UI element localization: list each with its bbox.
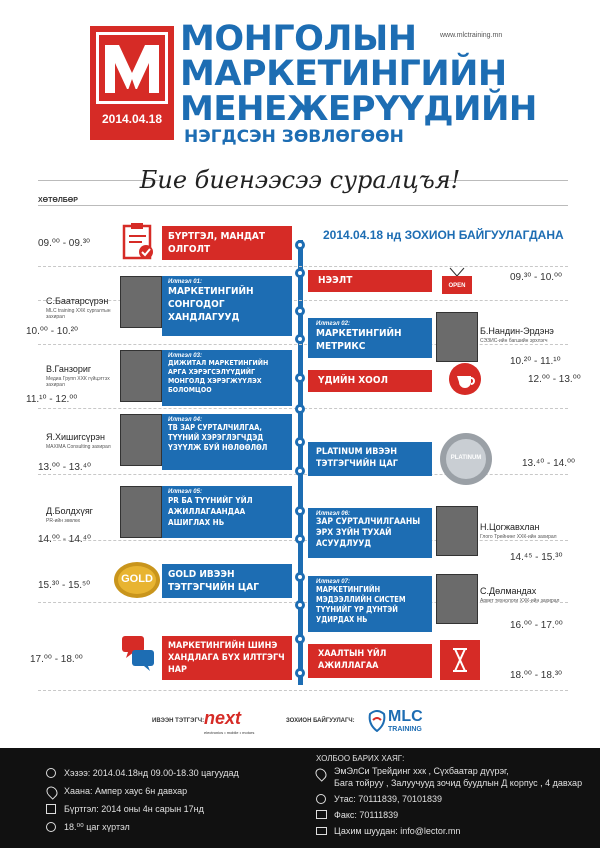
- row-separator: [38, 266, 568, 268]
- speaker-photo: [436, 574, 478, 624]
- speaker-name: Я.Хишигсүрэн: [46, 432, 105, 442]
- schedule-time: 10.⁰⁰ - 10.²⁰: [26, 326, 79, 337]
- email-icon: [316, 827, 327, 835]
- talk-label: Илтгэл 06:: [316, 511, 350, 517]
- timeline-node: [295, 268, 305, 278]
- timeline-node: [295, 306, 305, 316]
- schedule-time: 14.⁴⁵ - 15.³⁰: [510, 552, 563, 563]
- timeline-node: [295, 334, 305, 344]
- email-address[interactable]: Цахим шуудан: info@lector.mn: [334, 826, 461, 836]
- location-pin-icon: [313, 766, 329, 782]
- session-title: ҮДИЙН ХООЛ: [318, 375, 388, 386]
- clock-icon: [46, 768, 56, 778]
- session-title: ЗАР СУРТАЛЧИЛГААНЫ ЭРХ ЗҮЙН ТУХАЙ АСУУДЛУУД: [316, 517, 421, 549]
- timeline-node: [295, 634, 305, 644]
- location-pin-icon: [44, 784, 60, 800]
- session-box-panel[interactable]: [162, 636, 292, 680]
- sponsor-tagline: electronics • mobile • motors: [204, 730, 255, 735]
- open-sign-text: OPEN: [448, 283, 466, 289]
- session-box-registration[interactable]: [162, 226, 292, 260]
- session-box-talk-01[interactable]: [162, 276, 292, 336]
- registration-deadline: 18.⁰⁰ цаг хүртэл: [64, 822, 130, 832]
- schedule-time: 10.²⁰ - 11.¹⁰: [510, 356, 561, 367]
- talk-label: Илтгэл 04:: [168, 417, 202, 423]
- schedule-time: 11.¹⁰ - 12.⁰⁰: [26, 394, 78, 405]
- speaker-name: В.Ганзориг: [46, 364, 92, 374]
- program-label: ХӨТӨЛБӨР: [38, 197, 78, 204]
- timeline-node: [295, 466, 305, 476]
- session-box-closing[interactable]: [308, 644, 432, 678]
- organized-date: 2014.04.18: [323, 228, 384, 242]
- speaker-photo: [120, 486, 162, 538]
- speaker-name: Н.Цогжавхлан: [480, 522, 540, 532]
- session-title: GOLD ИВЭЭН ТЭТГЭГЧИЙН ЦАГ: [168, 569, 259, 593]
- speaker-photo: [436, 312, 478, 362]
- schedule-time: 15.³⁰ - 15.⁵⁰: [38, 580, 91, 591]
- speaker-org: СЭЗИС-ийн багшийн эрхлэгч: [480, 338, 548, 344]
- session-box-talk-02[interactable]: [308, 318, 432, 358]
- fax-icon: [316, 810, 327, 819]
- open-sign-icon: [440, 266, 474, 298]
- event-logo: [90, 26, 174, 140]
- session-title: ДИЖИТАЛ МАРКЕТИНГИЙН АРГА ХЭРЭГСЭЛҮҮДИЙГ МОНГОЛД ХЭРЭГЖҮҮЛЭХ БОЛОМЦОО: [168, 359, 269, 394]
- session-box-platinum-sponsor[interactable]: [308, 442, 432, 476]
- session-box-opening[interactable]: [308, 270, 432, 292]
- speaker-org: MAXIMA Consulting захирал: [46, 444, 111, 450]
- logo-date: 2014.04.18: [101, 112, 163, 126]
- gold-badge-text: GOLD: [121, 573, 153, 585]
- title-line-2: МАРКЕТИНГИЙН: [180, 54, 507, 94]
- organizer-logo-training: TRAINING: [388, 726, 422, 733]
- title-line-3: МЕНЕЖЕРҮҮДИЙН: [180, 89, 537, 129]
- address-line-1: ЭмЭлСи Трейдинг ххк , Сүхбаатар дүүрэг,: [334, 766, 509, 776]
- talk-label: Илтгэл 01:: [168, 279, 202, 285]
- event-when: Хэзээ: 2014.04.18нд 09.00-18.30 цагуудад: [64, 768, 239, 778]
- calendar-icon: [46, 804, 56, 814]
- session-box-lunch[interactable]: [308, 370, 432, 392]
- session-box-talk-04[interactable]: [162, 414, 292, 470]
- timeline-node: [295, 373, 305, 383]
- session-title: БҮРТГЭЛ, МАНДАТ ОЛГОЛТ: [168, 231, 266, 255]
- session-box-talk-06[interactable]: [308, 508, 432, 558]
- schedule-time: 18.⁰⁰ - 18.³⁰: [510, 670, 563, 681]
- platinum-badge-text: PLATINUM: [450, 455, 482, 461]
- session-box-talk-07[interactable]: [308, 576, 432, 632]
- session-title: PR БА ТҮҮНИЙГ ҮЙЛ АЖИЛЛАГААНДАА АШИГЛАХ НЬ: [168, 496, 253, 527]
- platinum-badge-icon: [438, 432, 494, 486]
- sponsor-logo-next: next: [204, 708, 242, 728]
- event-where: Хаана: Ампер хаус 6н давхар: [64, 786, 188, 796]
- organizer-logo-mlc: MLC: [388, 708, 423, 725]
- schedule-time: 17.⁰⁰ - 18.⁰⁰: [30, 654, 83, 665]
- session-box-gold-sponsor[interactable]: [162, 564, 292, 598]
- session-title: МАРКЕТИНГИЙН ШИНЭ ХАНДЛАГА БҮХ ИЛТГЭГЧ НАР: [168, 641, 285, 675]
- speech-bubble-icon: [120, 632, 156, 672]
- speaker-name: С.Дөлмандах: [480, 586, 537, 596]
- title-line-1: МОНГОЛЫН: [180, 19, 417, 59]
- timeline-node: [295, 534, 305, 544]
- schedule-time: 12.⁰⁰ - 13.⁰⁰: [528, 374, 581, 385]
- contact-title: ХОЛБОО БАРИХ ХАЯГ:: [316, 754, 405, 763]
- speaker-photo: [436, 506, 478, 556]
- timeline-node: [295, 600, 305, 610]
- schedule-time: 09.⁰⁰ - 09.³⁰: [38, 238, 91, 249]
- sponsor-label: ИВЭЭН ТЭТГЭГЧ:: [152, 718, 205, 724]
- timeline-node: [295, 240, 305, 250]
- footer-contact-panel: [0, 748, 600, 848]
- session-box-talk-05[interactable]: [162, 486, 292, 538]
- website-link[interactable]: www.mlctraining.mn: [440, 32, 503, 39]
- speaker-name: Д.Болдхүяг: [46, 506, 93, 516]
- timeline-node: [295, 404, 305, 414]
- organized-date-heading: [323, 228, 564, 242]
- address-line-2: Бага тойруу , Залуучууд зочид буудлын Д корпус , 4 давхар: [334, 778, 583, 788]
- timeline-node: [295, 572, 305, 582]
- organizer-logo-mark: [368, 710, 386, 732]
- fax-number: Факс: 70111839: [334, 810, 399, 820]
- timeline-node: [295, 668, 305, 678]
- slogan: Бие биенээсээ суралцъя!: [139, 166, 461, 194]
- schedule-time: 13.⁴⁰ - 14.⁰⁰: [522, 458, 576, 469]
- schedule-time: 09.³⁰ - 10.⁰⁰: [510, 272, 563, 283]
- speaker-org: Арвет технологи ХХК-ийн захирал: [480, 598, 560, 604]
- coffee-cup-icon: [448, 362, 482, 396]
- session-title: МАРКЕТИНГИЙН СОНГОДОГ ХАНДЛАГУУД: [168, 286, 254, 323]
- program-divider: [38, 205, 568, 206]
- organizer-label: ЗОХИОН БАЙГУУЛАГЧ:: [286, 718, 355, 724]
- schedule-time: 13.⁰⁰ - 13.⁴⁰: [38, 462, 92, 473]
- talk-label: Илтгэл 03:: [168, 353, 202, 359]
- phone-number[interactable]: Утас: 70111839, 70101839: [334, 794, 442, 804]
- timeline-node: [295, 506, 305, 516]
- row-separator: [38, 344, 568, 346]
- clipboard-icon: [120, 222, 156, 262]
- talk-label: Илтгэл 07:: [316, 579, 350, 585]
- session-box-talk-03[interactable]: [162, 350, 292, 406]
- speaker-photo: [120, 276, 162, 328]
- clock-icon: [46, 822, 56, 832]
- phone-icon: [316, 794, 326, 804]
- schedule-time: 14.⁰⁰ - 14.⁴⁰: [38, 534, 92, 545]
- title-line-4: НЭГДСЭН ЗӨВЛӨГӨӨН: [184, 127, 404, 147]
- speaker-org: PR-ийн зөвлөх: [46, 518, 81, 524]
- talk-label: Илтгэл 05:: [168, 489, 202, 495]
- session-title: МАРКЕТИНГИЙН МЕТРИКС: [316, 328, 402, 352]
- session-title: ХААЛТЫН ҮЙЛ АЖИЛЛАГАА: [318, 649, 387, 671]
- organized-text: нд ЗОХИОН БАЙГУУЛАГДАНА: [383, 228, 564, 242]
- speaker-org: Медиа Групп ХХК гүйцэтгэх захирал: [46, 376, 110, 388]
- logo-mark: [96, 32, 168, 104]
- speaker-org: MLC training ХХК сургалтын захирал: [46, 308, 111, 320]
- speaker-name: С.Баатарсүрэн: [46, 296, 109, 306]
- speaker-photo: [120, 414, 162, 466]
- speaker-photo: [120, 350, 162, 402]
- session-title: PLATINUM ИВЭЭН ТЭТГЭГЧИЙН ЦАГ: [316, 447, 398, 469]
- row-separator: [38, 300, 568, 302]
- row-separator: [38, 690, 568, 692]
- event-registration: Бүртгэл: 2014 оны 4н сарын 17нд: [64, 804, 204, 814]
- schedule-time: 16.⁰⁰ - 17.⁰⁰: [510, 620, 563, 631]
- session-title: МАРКЕТИНГИЙН МЭДЭЭЛЛИЙН СИСТЕМ ТҮҮНИЙГ ҮР ДҮНТЭЙ УДИРДАХ НЬ: [316, 585, 406, 624]
- hourglass-icon: [440, 640, 480, 680]
- talk-label: Илтгэл 02:: [316, 321, 350, 327]
- session-title: НЭЭЛТ: [318, 275, 353, 286]
- speaker-name: Б.Нандин-Эрдэнэ: [480, 326, 554, 336]
- gold-badge-icon: [112, 560, 162, 600]
- session-title: ТВ ЗАР СУРТАЛЧИЛГАА, ТҮҮНИЙ ХЭРЭГЛЭГЧДЭД ҮЗҮҮЛЖ БУЙ НӨЛӨӨЛӨЛ: [168, 423, 268, 452]
- speaker-org: Глого Трейнинг ХХК-ийн захирал: [480, 534, 557, 540]
- timeline-node: [295, 437, 305, 447]
